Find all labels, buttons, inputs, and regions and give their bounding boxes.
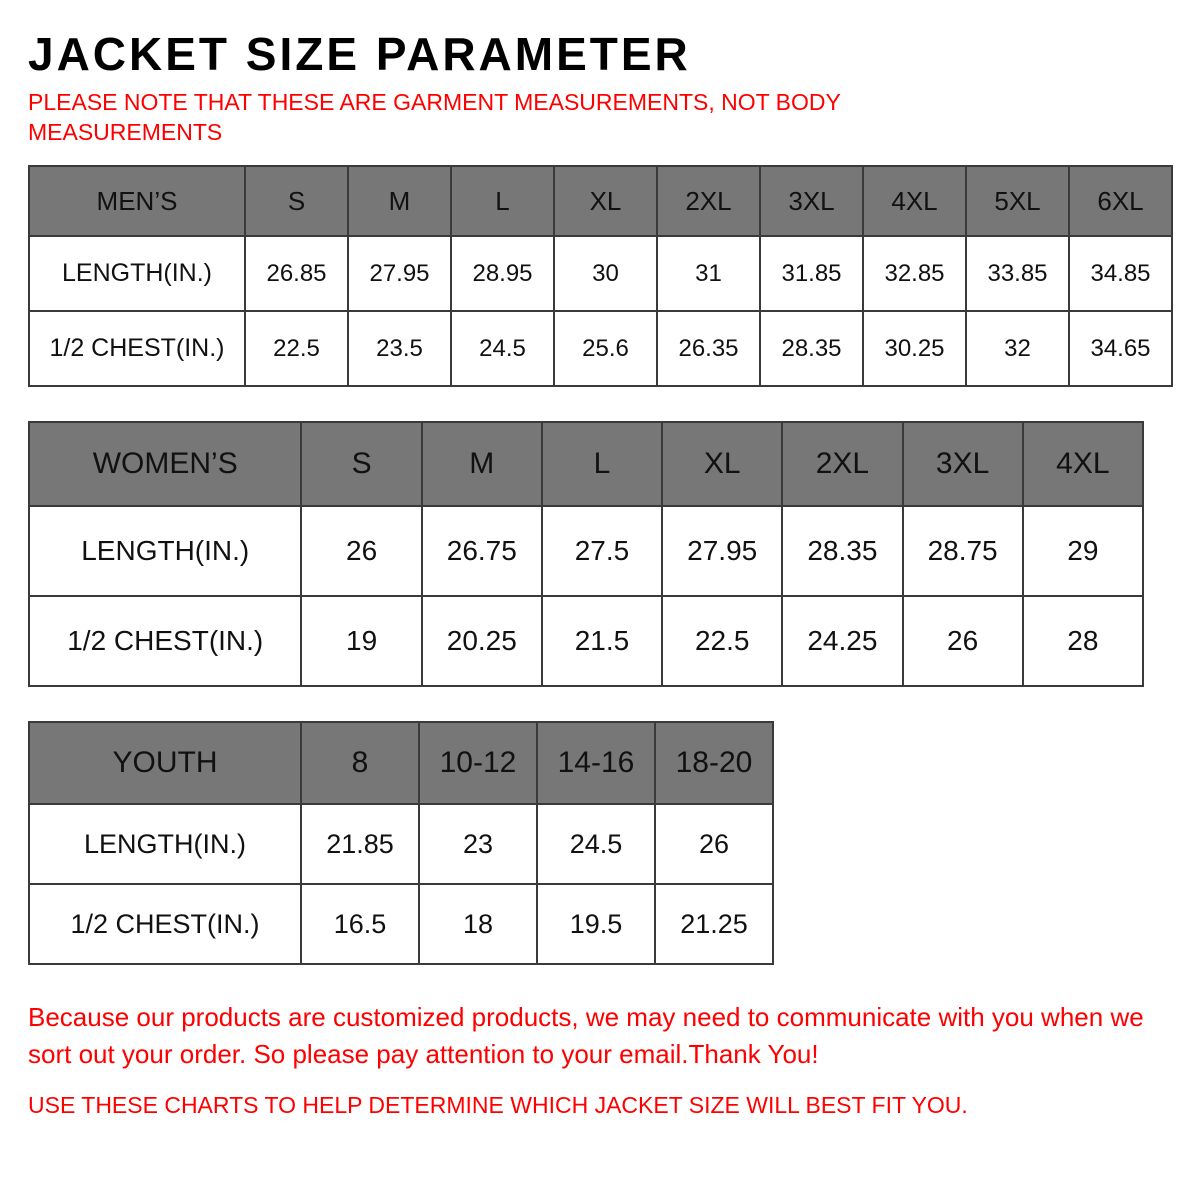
table-cell: 28.75 bbox=[903, 506, 1023, 596]
womens-header-label: WOMEN’S bbox=[29, 422, 301, 506]
customization-note: Because our products are customized products, we may need to communicate with you when we sort out your order. So please pay attention to your email.Thank You! bbox=[28, 1002, 1144, 1070]
table-cell: 26 bbox=[301, 506, 421, 596]
row-label: LENGTH(IN.) bbox=[29, 804, 301, 884]
table-cell: 28.35 bbox=[782, 506, 902, 596]
table-cell: 26 bbox=[903, 596, 1023, 686]
womens-size-header: 4XL bbox=[1023, 422, 1143, 506]
table-row bbox=[29, 596, 1143, 686]
table-row bbox=[29, 506, 1143, 596]
table-cell: 18 bbox=[419, 884, 537, 964]
womens-size-header: S bbox=[301, 422, 421, 506]
mens-size-header: S bbox=[245, 166, 348, 236]
page-title: JACKET SIZE PARAMETER bbox=[28, 28, 691, 80]
womens-size-header: 2XL bbox=[782, 422, 902, 506]
table-cell: 25.6 bbox=[554, 311, 657, 386]
mens-size-header: 5XL bbox=[966, 166, 1069, 236]
table-header-row bbox=[29, 422, 1143, 506]
table-cell: 19.5 bbox=[537, 884, 655, 964]
mens-size-header: L bbox=[451, 166, 554, 236]
womens-size-header: XL bbox=[662, 422, 782, 506]
garment-measurement-note: PLEASE NOTE THAT THESE ARE GARMENT MEASUREMENTS, NOT BODY MEASUREMENTS bbox=[28, 89, 841, 145]
table-cell: 30.25 bbox=[863, 311, 966, 386]
mens-size-header: 4XL bbox=[863, 166, 966, 236]
table-cell: 32.85 bbox=[863, 236, 966, 311]
table-row bbox=[29, 311, 1172, 386]
table-cell: 21.85 bbox=[301, 804, 419, 884]
table-cell: 27.95 bbox=[348, 236, 451, 311]
womens-size-table bbox=[28, 421, 1144, 687]
table-row bbox=[29, 884, 773, 964]
table-cell: 28.35 bbox=[760, 311, 863, 386]
youth-size-header: 8 bbox=[301, 722, 419, 804]
table-cell: 26.85 bbox=[245, 236, 348, 311]
table-cell: 26 bbox=[655, 804, 773, 884]
table-cell: 24.25 bbox=[782, 596, 902, 686]
row-label: 1/2 CHEST(IN.) bbox=[29, 311, 245, 386]
youth-size-table bbox=[28, 721, 774, 965]
womens-size-header: 3XL bbox=[903, 422, 1023, 506]
mens-size-header: XL bbox=[554, 166, 657, 236]
table-cell: 30 bbox=[554, 236, 657, 311]
table-cell: 33.85 bbox=[966, 236, 1069, 311]
row-label: LENGTH(IN.) bbox=[29, 236, 245, 311]
table-cell: 23.5 bbox=[348, 311, 451, 386]
mens-size-header: 3XL bbox=[760, 166, 863, 236]
table-cell: 20.25 bbox=[422, 596, 542, 686]
table-row bbox=[29, 236, 1172, 311]
table-header-row bbox=[29, 166, 1172, 236]
mens-size-header: M bbox=[348, 166, 451, 236]
mens-header-label: MEN’S bbox=[29, 166, 245, 236]
youth-size-header: 18-20 bbox=[655, 722, 773, 804]
mens-size-table bbox=[28, 165, 1173, 387]
youth-size-header: 14-16 bbox=[537, 722, 655, 804]
table-cell: 27.95 bbox=[662, 506, 782, 596]
table-cell: 34.65 bbox=[1069, 311, 1172, 386]
table-cell: 26.35 bbox=[657, 311, 760, 386]
table-cell: 24.5 bbox=[537, 804, 655, 884]
table-cell: 32 bbox=[966, 311, 1069, 386]
row-label: 1/2 CHEST(IN.) bbox=[29, 884, 301, 964]
youth-size-header: 10-12 bbox=[419, 722, 537, 804]
table-cell: 29 bbox=[1023, 506, 1143, 596]
table-cell: 16.5 bbox=[301, 884, 419, 964]
table-cell: 24.5 bbox=[451, 311, 554, 386]
womens-size-header: M bbox=[422, 422, 542, 506]
table-cell: 21.5 bbox=[542, 596, 662, 686]
table-cell: 21.25 bbox=[655, 884, 773, 964]
row-label: LENGTH(IN.) bbox=[29, 506, 301, 596]
table-cell: 26.75 bbox=[422, 506, 542, 596]
table-header-row bbox=[29, 722, 773, 804]
chart-usage-note: USE THESE CHARTS TO HELP DETERMINE WHICH JACKET SIZE WILL BEST FIT YOU. bbox=[28, 1091, 968, 1118]
youth-header-label: YOUTH bbox=[29, 722, 301, 804]
mens-size-header: 6XL bbox=[1069, 166, 1172, 236]
table-row bbox=[29, 804, 773, 884]
table-cell: 28 bbox=[1023, 596, 1143, 686]
table-cell: 19 bbox=[301, 596, 421, 686]
table-cell: 31 bbox=[657, 236, 760, 311]
table-cell: 23 bbox=[419, 804, 537, 884]
table-cell: 28.95 bbox=[451, 236, 554, 311]
womens-size-header: L bbox=[542, 422, 662, 506]
table-cell: 22.5 bbox=[245, 311, 348, 386]
table-cell: 34.85 bbox=[1069, 236, 1172, 311]
table-cell: 27.5 bbox=[542, 506, 662, 596]
mens-size-header: 2XL bbox=[657, 166, 760, 236]
table-cell: 31.85 bbox=[760, 236, 863, 311]
row-label: 1/2 CHEST(IN.) bbox=[29, 596, 301, 686]
table-cell: 22.5 bbox=[662, 596, 782, 686]
